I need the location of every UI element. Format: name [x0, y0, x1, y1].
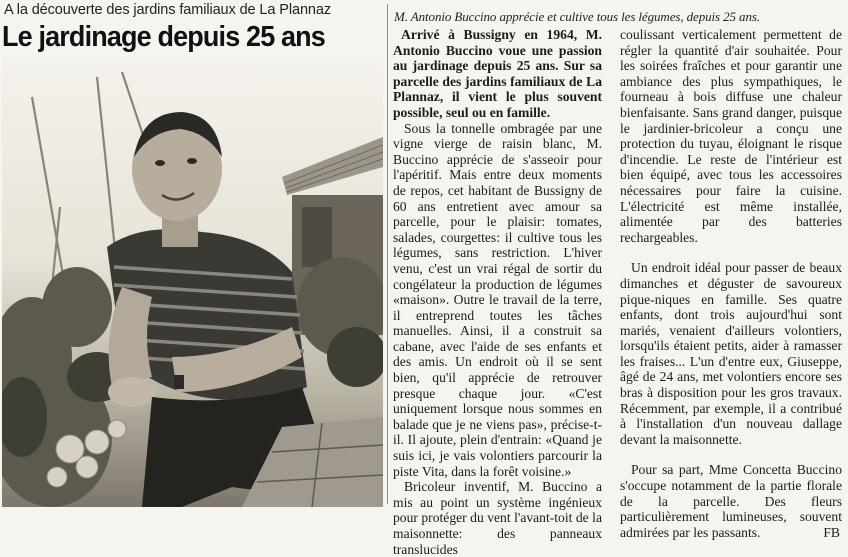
closing-text: Pour sa part, Mme Concetta Buccino s'occupe notamment de la partie florale de la parcelle. Des fleurs particulièrement lumineuses, souvent admirées par les passants.	[620, 462, 842, 540]
body-paragraph: Bricoleur inventif, M. Buccino a mis au point un système ingénieux pour protéger du vent l'avant-toit de la maisonnette: des panneaux translucides	[393, 479, 602, 557]
column-rule	[387, 4, 388, 504]
photo-gardener	[2, 57, 383, 507]
body-paragraph: Un endroit idéal pour passer de beaux dimanches et déguster de savoureux pique-niques en famille. Ses quatre enfants, dont trois aujourd'hui sont mariés, venaient d'ailleurs volontiers, lorsqu'ils étaient petits, aider à ramasser les fraises... L'un d'entre eux, Giuseppe, âgé de 24 ans, met volontiers encore ses bras à disposition pour les gros travaux. Récemment, par exemple, il a contribué à l'installation d'un nouveau dallage devant la maisonnette.	[620, 260, 842, 447]
body-paragraph: coulissant verticalement permettent de régler la quantité d'air souhaitée. Pour les soirées fraîches et pour garantir une ambiance des plus sympathiques, le fourneau à bois diffuse une chaleur bienfaisante. Sans grand danger, puisque le jardinier-bricoleur a conçu une protection du tuyau, éloignant le risque d'incendie. Le reste de l'intérieur est bien équipé, avec tous les accessoires nécessaires pour faire la cuisine. L'électricité est même installée, alimentée par des batteries rechargeables.	[620, 27, 842, 245]
kicker: A la découverte des jardins familiaux de La Plannaz	[4, 2, 331, 18]
lead-paragraph: Arrivé à Bussigny en 1964, M. Antonio Buccino voue une passion au jardinage depuis 25 ans. Sur sa parcelle des jardins familiaux de La Plannaz, il vient le plus souvent possible, seul ou en famille.	[393, 27, 602, 120]
body-paragraph	[620, 462, 842, 540]
article-column-1	[393, 27, 602, 557]
headline: Le jardinage depuis 25 ans	[2, 21, 325, 53]
photo-caption: M. Antonio Buccino apprécie et cultive tous les légumes, depuis 25 ans.	[394, 9, 760, 24]
author-signature: FB	[823, 524, 840, 540]
body-paragraph: Sous la tonnelle ombragée par une vigne vierge de raisin blanc, M. Buccino apprécie de s'asseoir pour l'apéritif. Mais entre deux moments de repos, cet habitant de Bussigny de 60 ans entretient avec amour sa parcelle, pour le plaisir: tomates, salades, courgettes: il cultive tous les légumes, sans restriction. L'hiver venu, c'est un vrai régal de sortir du congélateur la production de légumes «maison». Outre le travail de la terre, il entreprend toutes les tâches manuelles. Ainsi, il a construit sa cabane, avec l'aide de ses enfants et des amis. Un endroit où il se sent bien, qu'il apprécie de retrouver presque chaque jour. «C'est uniquement lorsque nous sommes en balade que je ne viens pas», précise-t-il. Il ajoute, plein d'entrain: «Quand je suis ici, je vais volontiers parcourir la piste Vita, dans la forêt voisine.»	[393, 120, 602, 479]
article-column-2	[620, 27, 842, 540]
